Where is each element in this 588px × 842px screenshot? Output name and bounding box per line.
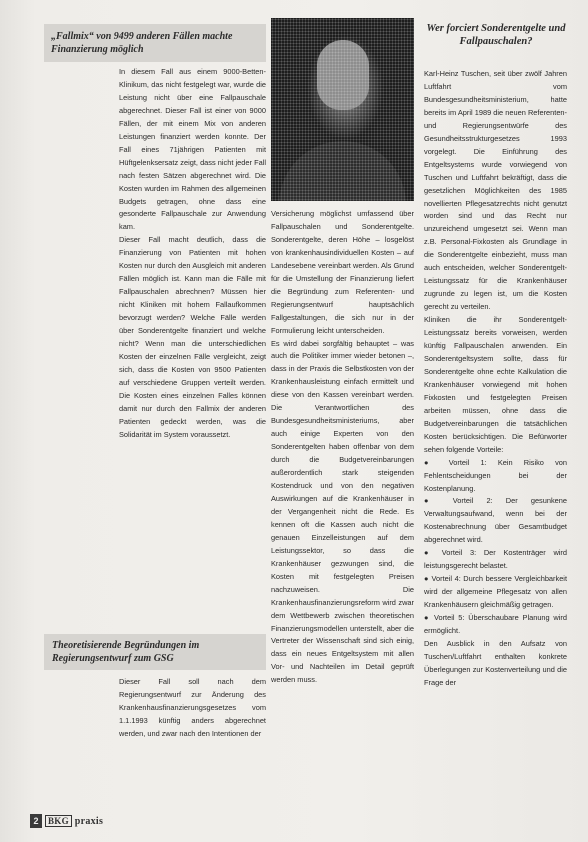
paragraph: Karl-Heinz Tuschen, seit über zwölf Jahren Luftfahrt vom Bundesgesundheitsministerium, hatte bereits im April 1989 die neuen Referenten- und Regierungsentwürfe des Gesundheitsstrukturgesetzes 1993 vorgelegt. Die Einführung des Entgeltsystems wurde vorwiegend von Tuschen und Luftfahrt bekräftigt, dass die gesetzlichen Möglichkeiten des 1985 novellierten Pflegesatzrechts nicht genutzt worden sind und das Recht nur unzureichend umgesetzt sei. Wenn man z.B. Personal-Fixkosten als Grundlage in die Sonderentgelte einbezieht, muss man auch entscheiden, welcher Sonderentgelt-Leistungssatz für die Krankenhäuser zugrunde zu legen ist, um die Kosten gerecht zu verteilen. (424, 69, 567, 312)
column-1-top (119, 66, 266, 636)
paragraph: Dieser Fall macht deutlich, dass die Finanzierung von Patienten mit hohen Kosten nur durch den Ausgleich mit anderen Fällen möglich ist. Kann man die Fälle mit Fallpauschalen abrechnen? Müssen hier nicht Kliniken mit hohem Fallaufkommen bevorzugt werden? Welche Fälle werden über Sonderentgelte finanziert und welche nicht? Wenn man die unterschiedlichen Kosten der einzelnen Fälle vergleicht, zeigt sich, dass die Kosten von 9500 Patienten auf verschiedene Gruppen verteilt werden. Die Kosten eines einzelnen Falles können damit nur durch den Fallmix der anderen Patienten gedeckt werden, was die Solidarität im System voraussetzt. (119, 235, 266, 439)
paragraph: Den Ausblick in den Aufsatz von Tuschen/Luftfahrt enthalten konkrete Überlegungen zur Kostenverteilung und die Frage der (424, 638, 567, 687)
paragraph: In diesem Fall aus einem 9000-Betten-Klinikum, das nicht festgelegt war, wurde die Leistung nicht über eine Fallpauschale abgerechnet. Dieser Fall ist einer von 9000 Fällen, der mit einem Mix von anderen Leistungen finanziert werden konnte. Der Fall eines 71jährigen Patienten mit Hüftgelenksersatz zeigt, dass nicht jeder Fall nach festen Sätzen abgerechnet wird. Die Kosten wurden im Rahmen des allgemeinen Budgets getragen, ohne dass eine gesonderte Fallpauschale zur Anwendung kam. (119, 67, 266, 232)
list-item: ● Vorteil 3: Der Kostenträger wird leistungsgerecht belastet. (424, 548, 567, 571)
page-footer (30, 814, 103, 828)
column-1-bottom (119, 676, 266, 806)
paragraph: Es wird dabei sorgfältig behauptet – was auch die Politiker immer wieder betonen –, dass in der Praxis die Selbstkosten von der Krankenhausleistung einfach ermittelt und diese von den Kassen vereinbart werden. Die Verantwortlichen des Bundesgesundheitsministeriums, aber auch einige Experten von den Sonderentgelten haben offenbar von dem durch die Budgetvereinbarungen außerordentlich stark steigenden Kostendruck und von den negativen Auswirkungen auf die Krankenhäuser in der Vergangenheit nicht die Rede. Es kennen oft die Kassen auch nicht die genauen Einzelleistungen auf dem Leistungssektor, so dass die Krankenhäuser gezwungen sind, die Kosten mit festgelegten Preisen nachzuweisen. Die Krankenhausfinanzierungsreform wird zwar dem Wettbewerb zwischen theoretischen Finanzierungsmodellen unterstellt, aber die Vertreter der Wissenschaft sind sich einig, dass ein neues Entgeltsystem mit allen Vor- und Nachteilen im Detail geprüft werden muss. (271, 338, 414, 685)
list-item: ● Vorteil 1: Kein Risiko von Fehlentscheidungen bei der Kostenplanung. (424, 457, 567, 493)
logo-box: BKG (45, 815, 72, 827)
heading-sonderentgelte: Wer forciert Sonderentgelte und Fallpauschalen? (426, 23, 566, 47)
paragraph: Versicherung möglichst umfassend über Fallpauschalen und Sonderentgelte. Sonderentgelte, deren Höhe – losgelöst von krankenhausindividuellen Kosten – auf Landesebene vereinbart werden. Als Grund für die Umstellung der Finanzierung liefert die Begründung zum Referenten- und Regierungsentwurf hauptsächlich Fallgestaltungen, die sich nur in der Formulierung leicht unterscheiden. (271, 209, 414, 335)
portrait-photo (271, 18, 414, 201)
list-item: ● Vorteil 4: Durch bessere Vergleichbarkeit wird der allgemeine Pflegesatz von allen Krankenhäusern gleichmäßig getragen. (424, 574, 567, 610)
heading-fallmix: „Fallmix“ von 9499 anderen Fällen machte Finanzierung möglich (44, 24, 266, 62)
list-item: ● Vorteil 5: Überschaubare Planung wird ermöglicht. (424, 613, 567, 635)
logo-suffix: praxis (74, 816, 104, 827)
page-number: 2 (30, 814, 42, 828)
heading-theoretisierende: Theoretisierende Begründungen im Regierungsentwurf zum GSG (44, 634, 266, 670)
list-item: ● Vorteil 2: Der gesunkene Verwaltungsaufwand, wenn bei der Kostenabrechnung über Gesamtbudget abgerechnet wird. (424, 496, 567, 545)
paragraph: Kliniken die ihr Sonderentgelt-Leistungssatz bereits vorweisen, werden künftig Fallpauschalen anwenden. Ein Sonderentgeltsystem sollte, dass für Sonderentgelte ohne echte Kalkulation die Krankenhäuser vorwiegend mit hohen Fixkosten und festgelegten Preisen arbeiten müssen, ohne dass die Budgetvereinbarungen die tatsächlichen Kosten berücksichtigen. Die Befürworter sehen folgende Vorteile: (424, 315, 567, 454)
magazine-logo (45, 815, 103, 827)
paragraph: Dieser Fall soll nach dem Regierungsentwurf zur Änderung des Krankenhausfinanzierungsgesetzes vom 1.1.1993 künftig anders abgerechnet werden, und zwar nach den Intentionen der (119, 677, 266, 738)
column-3 (424, 68, 567, 808)
halftone-overlay (271, 18, 414, 201)
column-2 (271, 208, 414, 808)
